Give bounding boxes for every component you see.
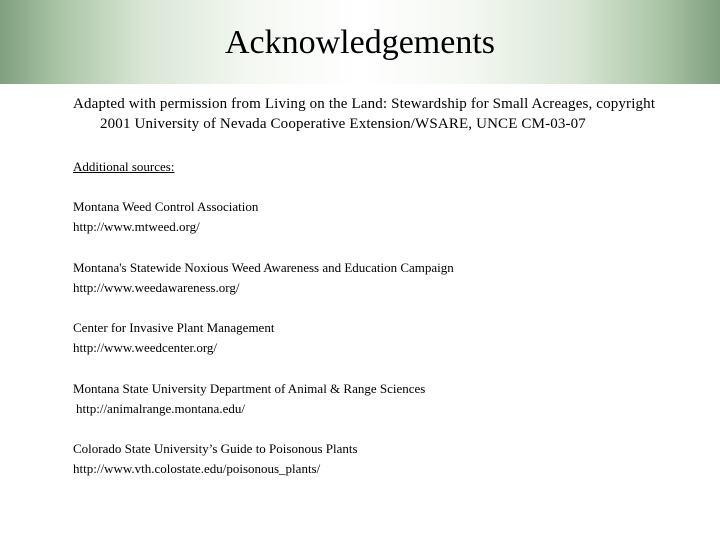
source-item xyxy=(73,318,274,358)
source-name: Montana Weed Control Association xyxy=(73,199,259,214)
source-name: Center for Invasive Plant Management xyxy=(73,320,275,335)
attribution-line-1: Adapted with permission from Living on the Land: Stewardship for Small Acreages, copyright xyxy=(73,96,656,112)
source-name: Montana's Statewide Noxious Weed Awareness and Education Campaign xyxy=(73,260,454,275)
source-url[interactable]: http://animalrange.montana.edu/ xyxy=(76,401,245,416)
source-item xyxy=(73,379,425,419)
source-url[interactable]: http://www.weedawareness.org/ xyxy=(73,280,240,295)
sources-heading: Additional sources: xyxy=(73,159,175,174)
source-name: Colorado State University’s Guide to Poisonous Plants xyxy=(73,441,358,456)
source-item xyxy=(73,258,454,298)
source-url[interactable]: http://www.weedcenter.org/ xyxy=(73,340,218,355)
source-url[interactable]: http://www.mtweed.org/ xyxy=(73,219,200,234)
source-item xyxy=(73,197,258,237)
source-url[interactable]: http://www.vth.colostate.edu/poisonous_plants/ xyxy=(73,461,321,476)
attribution-line-2: 2001 University of Nevada Cooperative Extension/WSARE, UNCE CM-03-07 xyxy=(100,116,586,132)
attribution-text xyxy=(73,94,703,134)
source-name: Montana State University Department of Animal & Range Sciences xyxy=(73,381,426,396)
slide-title: Acknowledgements xyxy=(224,24,496,61)
source-item xyxy=(73,439,358,479)
